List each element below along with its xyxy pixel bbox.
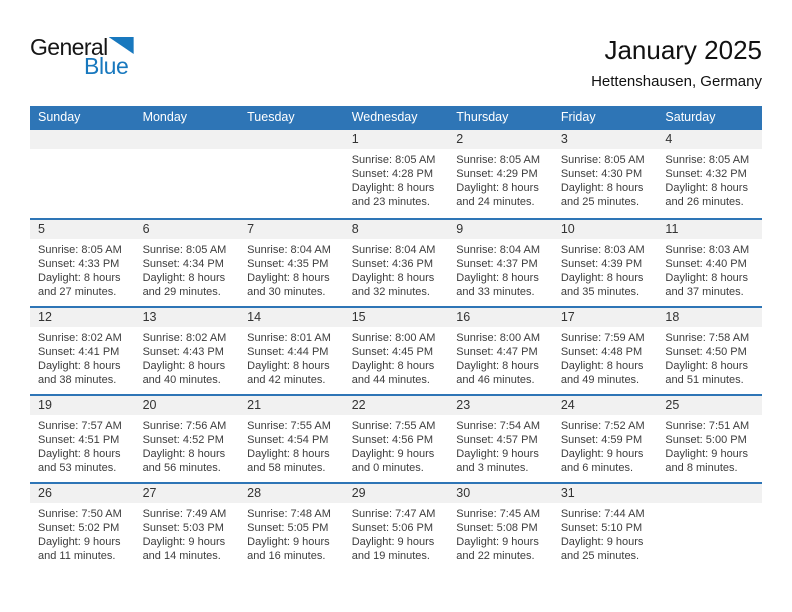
day-cell	[30, 220, 135, 306]
daylight-text: Daylight: 9 hours and 22 minutes.	[456, 536, 539, 562]
calendar-weeks	[30, 130, 762, 570]
sunset-text: Sunset: 4:29 PM	[456, 168, 538, 180]
daylight-text: Daylight: 9 hours and 14 minutes.	[142, 536, 226, 562]
calendar-table	[30, 106, 762, 570]
day-info	[135, 415, 240, 475]
sunrise-text: Sunrise: 7:52 AM	[560, 420, 645, 432]
day-cell	[344, 130, 449, 218]
day-number: 29	[344, 484, 449, 503]
sunset-text: Sunset: 4:40 PM	[665, 258, 747, 270]
daylight-text: Daylight: 8 hours and 24 minutes.	[456, 182, 539, 208]
day-number: 24	[553, 396, 658, 415]
sunset-text: Sunset: 4:52 PM	[142, 434, 224, 446]
sunrise-text: Sunrise: 8:03 AM	[665, 244, 750, 256]
day-header-saturday: Saturday	[665, 110, 716, 124]
day-info	[344, 239, 449, 299]
day-cell	[657, 308, 762, 394]
day-header-friday: Friday	[560, 110, 596, 124]
day-number: 30	[448, 484, 553, 503]
logo-blue-text: Blue	[84, 53, 129, 79]
day-number: 15	[344, 308, 449, 327]
day-cell	[135, 130, 240, 218]
day-cell	[553, 220, 658, 306]
sunset-text: Sunset: 4:56 PM	[351, 434, 434, 446]
day-info	[448, 327, 553, 387]
day-info	[30, 239, 135, 299]
sunset-text: Sunset: 5:10 PM	[560, 522, 643, 534]
sunrise-text: Sunrise: 8:05 AM	[456, 154, 541, 166]
day-info	[448, 415, 553, 475]
day-cell	[553, 130, 658, 218]
week-row	[30, 482, 762, 570]
daylight-text: Daylight: 8 hours and 38 minutes.	[38, 360, 121, 386]
day-cell	[30, 308, 135, 394]
day-cell	[239, 484, 344, 570]
logo-triangle-icon	[109, 37, 134, 54]
daylight-text: Daylight: 9 hours and 16 minutes.	[247, 536, 330, 562]
daylight-text: Daylight: 9 hours and 11 minutes.	[38, 536, 121, 562]
day-info	[30, 415, 135, 475]
page-title: January 2025	[604, 35, 762, 65]
day-number: 16	[448, 308, 553, 327]
day-info	[30, 149, 135, 153]
day-number: 19	[30, 396, 135, 415]
sunrise-text: Sunrise: 8:04 AM	[247, 244, 331, 256]
day-info	[30, 327, 135, 387]
day-number: 26	[30, 484, 135, 503]
sunset-text: Sunset: 5:03 PM	[142, 522, 224, 534]
day-header-sunday: Sunday	[38, 110, 81, 124]
logo-general-text: General	[30, 34, 108, 60]
daylight-text: Daylight: 9 hours and 25 minutes.	[560, 536, 644, 562]
day-info	[553, 149, 658, 209]
sunrise-text: Sunrise: 8:05 AM	[351, 154, 436, 166]
day-info	[657, 327, 762, 387]
day-number: 31	[553, 484, 658, 503]
day-number: 17	[553, 308, 658, 327]
day-number	[657, 484, 762, 503]
day-cell	[553, 484, 658, 570]
sunset-text: Sunset: 4:50 PM	[665, 346, 747, 358]
day-header-thursday: Thursday	[456, 110, 509, 124]
day-cell	[239, 396, 344, 482]
logo	[30, 36, 134, 78]
day-cell	[239, 308, 344, 394]
day-info	[239, 503, 344, 563]
day-number: 18	[657, 308, 762, 327]
sunset-text: Sunset: 4:30 PM	[560, 168, 643, 180]
day-number: 22	[344, 396, 449, 415]
sunset-text: Sunset: 4:39 PM	[560, 258, 643, 270]
day-cell	[344, 308, 449, 394]
sunrise-text: Sunrise: 8:00 AM	[456, 332, 541, 344]
sunrise-text: Sunrise: 8:00 AM	[351, 332, 436, 344]
day-number: 11	[657, 220, 762, 239]
day-cell	[135, 484, 240, 570]
title-block	[591, 36, 762, 90]
day-info	[657, 503, 762, 507]
day-number	[239, 130, 344, 149]
sunrise-text: Sunrise: 7:44 AM	[560, 508, 645, 520]
daylight-text: Daylight: 8 hours and 32 minutes.	[351, 272, 435, 298]
day-info	[657, 415, 762, 475]
sunrise-text: Sunrise: 8:03 AM	[560, 244, 645, 256]
day-number: 8	[344, 220, 449, 239]
day-cell	[30, 130, 135, 218]
sunrise-text: Sunrise: 7:59 AM	[560, 332, 645, 344]
sunset-text: Sunset: 5:06 PM	[351, 522, 434, 534]
day-info	[239, 415, 344, 475]
week-row	[30, 394, 762, 482]
sunset-text: Sunset: 5:02 PM	[38, 522, 120, 534]
sunrise-text: Sunrise: 7:47 AM	[351, 508, 436, 520]
sunrise-text: Sunrise: 8:02 AM	[142, 332, 227, 344]
sunrise-text: Sunrise: 8:02 AM	[38, 332, 122, 344]
daylight-text: Daylight: 8 hours and 58 minutes.	[247, 448, 330, 474]
sunset-text: Sunset: 4:37 PM	[456, 258, 538, 270]
daylight-text: Daylight: 8 hours and 23 minutes.	[351, 182, 435, 208]
sunrise-text: Sunrise: 7:51 AM	[665, 420, 750, 432]
sunset-text: Sunset: 4:54 PM	[247, 434, 329, 446]
sunset-text: Sunset: 4:43 PM	[142, 346, 224, 358]
day-cell	[657, 396, 762, 482]
daylight-text: Daylight: 8 hours and 25 minutes.	[560, 182, 644, 208]
week-row	[30, 218, 762, 306]
day-cell	[30, 484, 135, 570]
day-headers-row	[30, 106, 762, 130]
sunset-text: Sunset: 4:35 PM	[247, 258, 329, 270]
day-number: 21	[239, 396, 344, 415]
sunrise-text: Sunrise: 7:57 AM	[38, 420, 122, 432]
week-row	[30, 130, 762, 218]
sunset-text: Sunset: 4:57 PM	[456, 434, 538, 446]
day-cell	[135, 220, 240, 306]
day-info	[553, 503, 658, 563]
day-info	[553, 415, 658, 475]
daylight-text: Daylight: 8 hours and 40 minutes.	[142, 360, 226, 386]
day-info	[135, 239, 240, 299]
sunset-text: Sunset: 4:45 PM	[351, 346, 434, 358]
day-number: 5	[30, 220, 135, 239]
daylight-text: Daylight: 8 hours and 44 minutes.	[351, 360, 435, 386]
sunrise-text: Sunrise: 7:54 AM	[456, 420, 541, 432]
day-cell	[344, 484, 449, 570]
day-info	[553, 239, 658, 299]
day-cell	[657, 220, 762, 306]
daylight-text: Daylight: 8 hours and 26 minutes.	[665, 182, 748, 208]
daylight-text: Daylight: 8 hours and 29 minutes.	[142, 272, 226, 298]
day-info	[553, 327, 658, 387]
day-number: 14	[239, 308, 344, 327]
day-cell	[135, 396, 240, 482]
sunrise-text: Sunrise: 8:04 AM	[456, 244, 541, 256]
day-number: 27	[135, 484, 240, 503]
sunrise-text: Sunrise: 8:04 AM	[351, 244, 436, 256]
day-number	[30, 130, 135, 149]
day-info	[448, 239, 553, 299]
day-info	[135, 327, 240, 387]
sunrise-text: Sunrise: 8:05 AM	[560, 154, 645, 166]
day-number: 6	[135, 220, 240, 239]
page-subtitle: Hettenshausen, Germany	[591, 72, 762, 90]
day-number: 28	[239, 484, 344, 503]
day-cell	[448, 220, 553, 306]
day-cell	[448, 396, 553, 482]
day-info	[344, 327, 449, 387]
day-cell	[553, 396, 658, 482]
day-info	[135, 503, 240, 563]
day-header-tuesday: Tuesday	[247, 110, 295, 124]
sunset-text: Sunset: 4:44 PM	[247, 346, 329, 358]
day-info	[448, 149, 553, 209]
day-info	[448, 503, 553, 563]
day-cell	[553, 308, 658, 394]
day-info	[657, 149, 762, 209]
day-number: 3	[553, 130, 658, 149]
sunrise-text: Sunrise: 8:05 AM	[665, 154, 750, 166]
day-number: 10	[553, 220, 658, 239]
sunset-text: Sunset: 4:36 PM	[351, 258, 434, 270]
daylight-text: Daylight: 8 hours and 35 minutes.	[560, 272, 644, 298]
daylight-text: Daylight: 8 hours and 49 minutes.	[560, 360, 644, 386]
sunrise-text: Sunrise: 8:05 AM	[38, 244, 122, 256]
day-header-monday: Monday	[142, 110, 188, 124]
day-info	[30, 503, 135, 563]
sunset-text: Sunset: 5:00 PM	[665, 434, 747, 446]
sunset-text: Sunset: 4:51 PM	[38, 434, 120, 446]
sunrise-text: Sunrise: 7:55 AM	[351, 420, 436, 432]
daylight-text: Daylight: 9 hours and 0 minutes.	[351, 448, 435, 474]
sunset-text: Sunset: 4:59 PM	[560, 434, 643, 446]
day-info	[657, 239, 762, 299]
daylight-text: Daylight: 9 hours and 19 minutes.	[351, 536, 435, 562]
day-info	[344, 503, 449, 563]
day-info	[239, 149, 344, 153]
week-row	[30, 306, 762, 394]
sunset-text: Sunset: 4:34 PM	[142, 258, 224, 270]
day-info	[344, 415, 449, 475]
day-info	[239, 327, 344, 387]
daylight-text: Daylight: 8 hours and 56 minutes.	[142, 448, 226, 474]
day-number: 9	[448, 220, 553, 239]
sunset-text: Sunset: 4:28 PM	[351, 168, 434, 180]
daylight-text: Daylight: 8 hours and 30 minutes.	[247, 272, 330, 298]
day-info	[344, 149, 449, 209]
daylight-text: Daylight: 9 hours and 6 minutes.	[560, 448, 644, 474]
sunset-text: Sunset: 5:05 PM	[247, 522, 329, 534]
sunrise-text: Sunrise: 7:48 AM	[247, 508, 331, 520]
day-number: 1	[344, 130, 449, 149]
day-number: 12	[30, 308, 135, 327]
daylight-text: Daylight: 8 hours and 37 minutes.	[665, 272, 748, 298]
day-cell	[448, 308, 553, 394]
sunset-text: Sunset: 4:48 PM	[560, 346, 643, 358]
sunset-text: Sunset: 4:32 PM	[665, 168, 747, 180]
day-info	[239, 239, 344, 299]
daylight-text: Daylight: 8 hours and 33 minutes.	[456, 272, 539, 298]
day-info	[135, 149, 240, 153]
day-cell	[448, 484, 553, 570]
day-number	[135, 130, 240, 149]
day-number: 13	[135, 308, 240, 327]
day-header-wednesday: Wednesday	[351, 110, 418, 124]
sunrise-text: Sunrise: 7:45 AM	[456, 508, 541, 520]
day-number: 25	[657, 396, 762, 415]
sunset-text: Sunset: 4:33 PM	[38, 258, 120, 270]
sunrise-text: Sunrise: 7:50 AM	[38, 508, 122, 520]
daylight-text: Daylight: 8 hours and 42 minutes.	[247, 360, 330, 386]
daylight-text: Daylight: 9 hours and 8 minutes.	[665, 448, 748, 474]
day-number: 4	[657, 130, 762, 149]
sunset-text: Sunset: 4:41 PM	[38, 346, 120, 358]
sunrise-text: Sunrise: 7:56 AM	[142, 420, 227, 432]
day-cell	[30, 396, 135, 482]
day-cell	[344, 220, 449, 306]
daylight-text: Daylight: 8 hours and 27 minutes.	[38, 272, 121, 298]
day-cell	[239, 220, 344, 306]
day-cell	[657, 130, 762, 218]
day-cell	[239, 130, 344, 218]
header-area	[30, 36, 762, 90]
sunrise-text: Sunrise: 8:01 AM	[247, 332, 331, 344]
day-number: 2	[448, 130, 553, 149]
day-cell	[135, 308, 240, 394]
day-cell	[344, 396, 449, 482]
day-number: 20	[135, 396, 240, 415]
sunset-text: Sunset: 4:47 PM	[456, 346, 538, 358]
day-number: 23	[448, 396, 553, 415]
sunrise-text: Sunrise: 7:58 AM	[665, 332, 750, 344]
sunset-text: Sunset: 5:08 PM	[456, 522, 538, 534]
daylight-text: Daylight: 8 hours and 53 minutes.	[38, 448, 121, 474]
sunrise-text: Sunrise: 7:49 AM	[142, 508, 227, 520]
day-cell	[657, 484, 762, 570]
sunrise-text: Sunrise: 7:55 AM	[247, 420, 331, 432]
daylight-text: Daylight: 8 hours and 51 minutes.	[665, 360, 748, 386]
daylight-text: Daylight: 8 hours and 46 minutes.	[456, 360, 539, 386]
sunrise-text: Sunrise: 8:05 AM	[142, 244, 227, 256]
daylight-text: Daylight: 9 hours and 3 minutes.	[456, 448, 539, 474]
day-number: 7	[239, 220, 344, 239]
day-cell	[448, 130, 553, 218]
